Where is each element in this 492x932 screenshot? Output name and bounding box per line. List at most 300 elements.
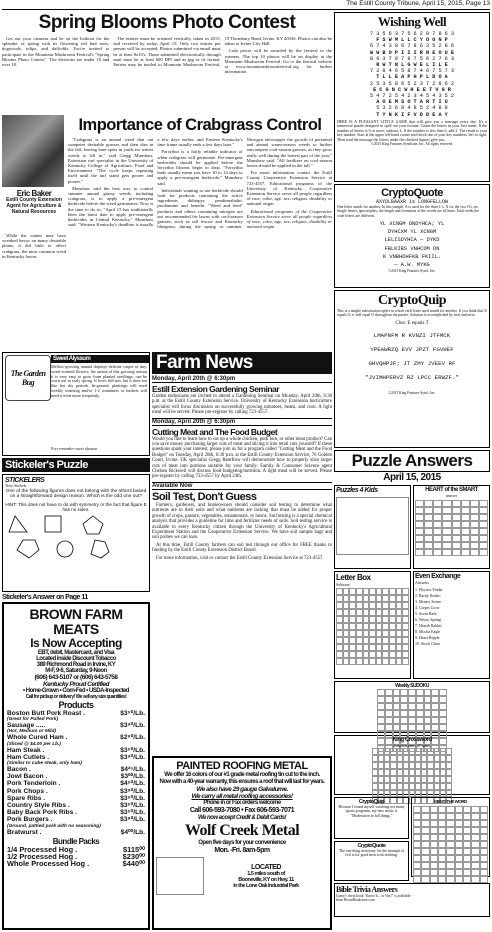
grid-cell <box>356 658 363 665</box>
grid-cell <box>356 651 363 658</box>
grid-cell <box>439 717 447 724</box>
grid-cell <box>343 616 350 623</box>
grid-cell <box>402 602 409 609</box>
grid-cell <box>402 658 409 665</box>
product-name: Boston Butt Pork Roast . <box>7 710 86 717</box>
grid-cell <box>363 588 370 595</box>
grid-cell <box>480 813 488 820</box>
product-name: Bratwurst . <box>7 828 42 836</box>
grid-cell <box>382 651 389 658</box>
crossword-grid <box>372 748 452 804</box>
grid-cell <box>463 869 471 876</box>
roofing-line2: Now with a 40-year warranty, this ensures a roof that will last for years. <box>159 779 325 785</box>
product-price: $4²⁵/Lb. <box>120 766 145 774</box>
grid-cell <box>369 630 376 637</box>
grid-cell <box>438 806 446 813</box>
grid-cell <box>461 535 470 542</box>
product-row <box>7 816 145 823</box>
event2-title: Cutting Meat and The Food Budget <box>152 426 278 437</box>
grid-cell <box>438 862 446 869</box>
grid-cell <box>349 630 356 637</box>
puzzles4kids-image <box>336 497 409 555</box>
roofing-location-3: in the Lone Oak Industrial Park <box>233 882 299 889</box>
grid-cell <box>424 521 433 528</box>
grid-cell <box>461 521 470 528</box>
product-price: $4⁰⁰/Lb. <box>120 828 145 836</box>
grid-cell <box>446 869 454 876</box>
roofing-title: PAINTED ROOFING METAL <box>176 760 308 772</box>
author-photo <box>2 115 64 187</box>
puzzles4kids-answer <box>334 485 411 569</box>
grid-cell <box>421 855 429 862</box>
wishing-well-row: 7 3 5 6 3 7 5 6 2 8 7 8 6 3 <box>369 31 455 37</box>
grid-cell <box>349 644 356 651</box>
event1-body: Garden enthusiasts are invited to attend a Gardening Seminar on Monday, April 20th, 6:30 p.m. at the Estill County Extension Service. University of Kentucky Extension horticulture specialist will focus discussion on successfully growing tomatoes, beans, and corn. A light meal will be served. Please pre-register by calling 723-4557. <box>152 394 332 416</box>
spring-blooms-body <box>2 36 332 112</box>
grid-cell <box>438 876 446 883</box>
grid-cell <box>376 609 383 616</box>
product-name: 1/2 Processed Hog . <box>7 852 78 862</box>
grid-cell <box>479 542 488 549</box>
spring-blooms-article <box>2 12 332 114</box>
grid-cell <box>442 521 451 528</box>
grid-cell <box>376 644 383 651</box>
grid-cell <box>431 731 439 738</box>
even-exchange-item: 2. Rarity Rodeo <box>415 593 441 598</box>
farm-news-section <box>152 352 332 752</box>
grid-cell <box>336 658 343 665</box>
grid-cell <box>363 609 370 616</box>
grid-cell <box>438 869 446 876</box>
grid-cell <box>438 841 446 848</box>
product-name: Spare Ribs . <box>7 794 46 802</box>
available-label: Available Now <box>152 482 332 490</box>
grid-cell <box>452 514 461 521</box>
event3-title: Soil Test, Don't Guess <box>152 490 257 503</box>
grid-cell <box>446 841 454 848</box>
example-answer: is LONGFELLOW <box>409 199 449 205</box>
stickler-title: Stickeler's Puzzle <box>2 458 150 472</box>
spring-para: Get out your cameras and be on the lookout for the splendor of spring with its flowering red bud trees, dogwoods, tulips, and daffodils. You're invited to participate in the Mountain Mushroom Festival's "Spring Blooms Photo Contest". The divisions are under 18 and over 18. <box>2 36 110 68</box>
grid-cell <box>461 528 470 535</box>
grid-cell <box>400 689 408 696</box>
grid-cell <box>455 813 463 820</box>
grid-cell <box>377 703 385 710</box>
grid-cell <box>471 876 479 883</box>
event3-body <box>152 503 332 561</box>
products-label: Products <box>58 700 94 710</box>
grid-cell <box>470 549 479 556</box>
crabgrass-para: Munshaw said the best way to control summer annual grassy weeds, including crabgrass, is to apply a pre-emergent herbicide before the weed germinates. Now is the time to do so. "April 15 has traditionally been the latest date to apply pre-emergent herbicides in Central Kentucky," Munshaw said. "Western Kentucky's deadline is usually a few days earlier, and Eastern Kentucky's time frame usually ends a few days later." <box>68 137 243 228</box>
grid-cell <box>413 813 421 820</box>
grid-cell <box>430 848 438 855</box>
heart-smart-answer-label: answer <box>445 493 458 498</box>
product-row <box>7 788 145 795</box>
figure-e <box>57 541 73 557</box>
grid-cell <box>446 876 454 883</box>
product-name: Jowl Bacon . <box>7 773 48 781</box>
grid-cell <box>430 827 438 834</box>
grid-cell <box>415 521 424 528</box>
grid-cell <box>376 588 383 595</box>
product-row <box>7 747 145 754</box>
product-row <box>7 780 145 787</box>
grid-cell <box>455 820 463 827</box>
grid-cell <box>343 630 350 637</box>
grid-cell <box>463 827 471 834</box>
grid-cell <box>439 703 447 710</box>
product-name: Pork Chops . <box>7 787 48 795</box>
grid-cell <box>442 514 451 521</box>
grid-cell <box>369 644 376 651</box>
grid-cell <box>369 588 376 595</box>
grid-cell <box>424 535 433 542</box>
grid-cell <box>356 609 363 616</box>
grid-cell <box>446 762 452 769</box>
grid-cell <box>415 507 424 514</box>
grid-cell <box>376 595 383 602</box>
roofing-location-1: 1.5 miles south of <box>247 870 285 877</box>
grid-cell <box>415 500 424 507</box>
grid-cell <box>382 658 389 665</box>
grid-cell <box>446 806 454 813</box>
product-price: $3⁹⁰/Lb. <box>120 787 145 795</box>
grid-cell <box>396 630 403 637</box>
grid-cell <box>349 623 356 630</box>
grid-cell <box>416 724 424 731</box>
product-price: $2⁹⁰/Lb. <box>120 734 145 742</box>
grid-cell <box>402 630 409 637</box>
grid-cell <box>471 834 479 841</box>
spring-para: Cash prizes will be awarded by the festival to the winners. The top 10 photos will be on display at the Mountain Mushroom Festival. Go to the festival website at www.mountmushroomfestival.org for further information. <box>224 48 332 75</box>
header-text: The Estill County Tribune, April 15, 2015, Page 13 <box>346 0 490 7</box>
grid-cell <box>363 602 370 609</box>
grid-cell <box>336 595 343 602</box>
grid-cell <box>377 731 385 738</box>
grid-cell <box>430 855 438 862</box>
product-row <box>7 860 145 867</box>
roofing-line4: We carry all metal roofing accessories! <box>191 793 293 800</box>
roofing-line1: We offer 16 colors of our #1 grade metal roofing tin cut to the inch. <box>164 772 320 778</box>
product-price: $230⁰⁰ <box>122 852 145 862</box>
product-row <box>7 734 145 741</box>
grid-cell <box>349 651 356 658</box>
grid-cell <box>471 806 479 813</box>
roofing-hours-label: Open five days for your convenience <box>198 840 286 846</box>
grid-cell <box>461 507 470 514</box>
grid-cell <box>446 776 452 783</box>
grid-cell <box>424 710 432 717</box>
grid-cell <box>424 500 433 507</box>
grid-cell <box>343 609 350 616</box>
grid-cell <box>455 848 463 855</box>
grid-cell <box>413 876 421 883</box>
grid-cell <box>424 696 432 703</box>
crabgrass-para: Forsythia is a fairly reliable indicator of when crabgrass will germinate. Pre-emergent herbicides should be applied before the forsythia blooms begin to drop. "Forsythia buds usually mean you have 10 to 14 days to apply a pre-emergent herbicide," Munshaw said. <box>157 149 243 186</box>
grid-cell <box>463 876 471 883</box>
grid-cell <box>424 507 433 514</box>
grid-cell <box>369 658 376 665</box>
grid-cell <box>455 876 463 883</box>
stickler-hint: HINT: This does not have to do with symmetry or the fact that figure E has no sides. <box>5 501 147 513</box>
grid-cell <box>470 528 479 535</box>
wishing-well-copyright: ©2015 King Features Syndicate, Inc. All rights reserved. <box>371 142 453 147</box>
grid-cell <box>446 748 452 755</box>
grid-cell <box>416 696 424 703</box>
bible-trivia-note: Casey's trivia book "Know It... or Not!" is available from BoomBookstore.com <box>336 894 411 903</box>
grid-cell <box>396 623 403 630</box>
grid-cell <box>382 623 389 630</box>
grid-cell <box>413 806 421 813</box>
grid-cell <box>400 717 408 724</box>
product-price: $440⁰⁰ <box>122 859 145 869</box>
grid-cell <box>389 644 396 651</box>
puzzles4kids-title: Puzzles 4 Kids <box>336 487 378 494</box>
even-exchange-answer <box>413 571 490 679</box>
letter-box-grid <box>336 588 409 665</box>
letter-box-title: Letter Box <box>336 573 371 582</box>
product-name: Sausage ..... <box>7 722 46 730</box>
garden-bug-logo-text: The Garden Bug <box>10 369 46 387</box>
roofing-hours: Mon. -Fri. 8am-5pm <box>214 847 270 854</box>
product-name: Ham Steak . <box>7 746 45 754</box>
product-row <box>7 829 145 836</box>
grid-cell <box>413 855 421 862</box>
grid-cell <box>431 696 439 703</box>
brown-farm-call: Call for pickup or delivery! We sell any size quantities! <box>25 694 127 700</box>
wishing-well-row: R W T N L G W E L I L E <box>376 62 448 69</box>
brown-farm-title: BROWN FARM MEATS <box>29 606 123 637</box>
cryptoquote-title: CryptoQuote <box>381 187 443 199</box>
even-exchange-title: Even Exchange <box>415 573 461 580</box>
grid-cell <box>433 521 442 528</box>
grid-cell <box>400 703 408 710</box>
grid-cell <box>382 602 389 609</box>
grid-cell <box>455 841 463 848</box>
grid-cell <box>463 820 471 827</box>
grid-cell <box>376 602 383 609</box>
grid-cell <box>470 542 479 549</box>
farm-news-title: Farm News <box>152 352 332 374</box>
grid-cell <box>382 637 389 644</box>
grid-cell <box>376 637 383 644</box>
stickler-answer-note: Stickeler's Answer on Page 11 <box>2 594 88 600</box>
grid-cell <box>343 658 350 665</box>
grid-cell <box>336 637 343 644</box>
spring-para: The entries must be oriented vertically, taken in 2015, and received by today, April 15. Only two entries per person will be accepted. Photos submitted via email must be at least 8x10's. Those submitted electronically through mail must be at least 600 DPI and as jpg or tif format. Entries may be mailed to Mountain Mushroom Festival, 19 Thornbury Bend, Irvine, KY 40336. Photos can also be taken to Irvine City Hall. <box>113 36 332 68</box>
wishing-well-puzzle <box>334 12 490 182</box>
grid-cell <box>461 549 470 556</box>
mens-word-grid <box>413 806 488 883</box>
grid-cell <box>389 651 396 658</box>
grid-cell <box>471 862 479 869</box>
grid-cell <box>376 651 383 658</box>
grid-cell <box>442 500 451 507</box>
grid-cell <box>452 528 461 535</box>
grid-cell <box>431 710 439 717</box>
grid-cell <box>442 528 451 535</box>
grid-cell <box>452 507 461 514</box>
product-name: Pork Burgers . <box>7 816 53 824</box>
cryptoquip-answer-title: CryptoQuip <box>358 799 385 805</box>
grid-cell <box>389 588 396 595</box>
grid-cell <box>421 834 429 841</box>
grid-cell <box>389 616 396 623</box>
grid-cell <box>480 820 488 827</box>
grid-cell <box>402 651 409 658</box>
cryptoquote-line: K VNBHDHFKB FKIIL. <box>382 253 442 260</box>
figure-f <box>91 540 109 558</box>
grid-cell <box>455 855 463 862</box>
grid-cell <box>416 703 424 710</box>
cryptoquip-title: CryptoQuip <box>377 293 447 308</box>
grid-cell <box>421 862 429 869</box>
grid-cell <box>413 827 421 834</box>
grid-cell <box>356 588 363 595</box>
cryptoquote-answer <box>334 841 409 881</box>
even-exchange-item: 5. Scent Rain <box>415 611 437 616</box>
grid-cell <box>416 710 424 717</box>
brown-farm-payment: EBT, debit, Mastercard, and Visa <box>37 650 115 656</box>
mens-word-title: MEN'S THE WORD <box>434 799 467 804</box>
roofing-line3: We also have 29 gauge Galvalume. <box>196 786 288 793</box>
grid-cell <box>480 862 488 869</box>
grid-cell <box>442 507 451 514</box>
letter-box-solution-label: Solution <box>336 582 350 587</box>
products-list <box>7 710 145 836</box>
grid-cell <box>393 703 401 710</box>
even-exchange-item: 4. Carpet Crow <box>415 605 440 610</box>
grid-cell <box>433 542 442 549</box>
crabgrass-article <box>2 115 332 349</box>
grid-cell <box>424 514 433 521</box>
cryptoquote-line: LELISDYHCA — DYKD <box>384 237 440 244</box>
grid-cell <box>421 806 429 813</box>
grid-cell <box>413 820 421 827</box>
wishing-well-instructions: HERE IS A PLEASANT LITTLE GAME that will give you a message every day. It's a numerical puzzle designed to spell out your fortune. Count the letters in your first name. If the number of letters is 6 or more, subtract 4. If the number is less than 6, add 3. The result is your key number. Start at the upper left-hand corner and check one of your key numbers, left to right. Then read the message the letters under the checked figures give you. <box>337 119 487 142</box>
even-exchange-item: 10. Stock Clam <box>415 641 440 646</box>
grid-cell <box>480 848 488 855</box>
grid-cell <box>480 827 488 834</box>
grid-cell <box>431 738 439 745</box>
product-name: Ham Cutlets . <box>7 753 50 761</box>
grid-cell <box>430 813 438 820</box>
grid-cell <box>439 696 447 703</box>
roofing-map <box>156 857 204 895</box>
grid-cell <box>415 528 424 535</box>
grid-cell <box>413 862 421 869</box>
product-price: $3⁵⁰/Lb. <box>120 794 145 802</box>
even-exchange-item: 7. Hearth Rabbit <box>415 623 442 628</box>
grid-cell <box>400 696 408 703</box>
grid-cell <box>421 876 429 883</box>
product-price: $4⁵⁰/Lb. <box>120 780 145 788</box>
grid-cell <box>415 549 424 556</box>
grid-cell <box>356 644 363 651</box>
grid-cell <box>343 588 350 595</box>
figure-a <box>9 516 27 532</box>
grid-cell <box>402 637 409 644</box>
grid-cell <box>402 616 409 623</box>
letter-box-answer <box>334 571 411 679</box>
grid-cell <box>376 658 383 665</box>
event2-body: Would you like to learn how to cut up a whole chicken, pork loin, or other meat product? Can you save money purchasing larger cuts of meat and slicing it into retail cuts yourself? If these questions spark your interest, please join us for a program called "Cutting Meat and the Food Budget" on Tuesday, April 28th, 6:30 p.m. at the Estill County Extension Service, 76 Golden Court, Irvine. UK specialist Gregg Rentfrow will demonstrate how to properly slice larger cuts of meat into portions suitable for your family. Family & Consumer Science agent Chelsea Rickwell will discuss food budgeting/nutrition. A light meal will be served. Please pre-register by calling 723-4557 by April 24th. <box>152 436 332 480</box>
grid-cell <box>396 651 403 658</box>
grid-cell <box>393 696 401 703</box>
grid-cell <box>349 588 356 595</box>
grid-cell <box>452 521 461 528</box>
cryptoquote-line: YL XCNGM ONDYHCA; YL <box>379 220 445 227</box>
cryptoquip-line: LMAPNFM R KVNZI JTFMCK <box>373 331 451 339</box>
even-exchange-item: 1. Physics Tinder <box>415 587 443 592</box>
grid-cell <box>402 623 409 630</box>
roofing-line6: We now accept Credit & Debit Cards! <box>197 815 287 821</box>
even-exchange-item: 9. Heart Ripple <box>415 635 440 640</box>
product-name: Baby Back Pork Ribs . <box>7 809 77 817</box>
cryptoquote-line: — A.W. MYKG <box>394 261 430 268</box>
grid-cell <box>446 790 452 797</box>
heart-smart-title: HEART of the SMART <box>425 487 478 493</box>
product-name: (Similar to cube steak, only ham) <box>7 761 82 767</box>
wishing-well-row: W W B O P I I I R N E O U E <box>369 49 455 56</box>
grid-cell <box>377 710 385 717</box>
grid-cell <box>463 841 471 848</box>
wishing-well-grid <box>337 31 487 118</box>
cryptoquip-instructions: This is a simple substitution cipher in which each letter used stands for another. If you think that X equals O, it will equal O throughout the puzzle. Solution is accomplished by trial and error. <box>337 309 487 318</box>
grid-cell <box>424 542 433 549</box>
grid-cell <box>446 827 454 834</box>
grid-cell <box>349 637 356 644</box>
grid-cell <box>433 507 442 514</box>
grid-cell <box>408 689 416 696</box>
grid-cell <box>430 820 438 827</box>
grid-cell <box>363 623 370 630</box>
event1-title: Estill Extension Gardening Seminar <box>152 384 280 394</box>
grid-cell <box>421 848 429 855</box>
garden-bug-credit: Ever remember sweet alyssum <box>51 447 97 451</box>
grid-cell <box>356 602 363 609</box>
wishing-well-title: Wishing Well <box>377 14 447 29</box>
crabgrass-para: For more information contact the Estill County Cooperative Extension Service at 723-4557. Educational programs of the University of Kentucky Cooperative Extension Service serve all people regardless of race, color, age, sex, religion, disability or national origin. <box>246 170 332 207</box>
grid-cell <box>349 595 356 602</box>
crabgrass-para: Individuals wanting to use herbicide should look for products containing the active ingredients dithiopyr, pendimethalin, prodiamine and benefin. "Weed and feed" products and others containing nitrogen are not recommended for lawns with cool-season grasses, such as tall fescue and Kentucky bluegrass, during the spring or summer. Nitrogen encourages the growth of perennial and annual warm-season weeds to further outcompete cool-season grasses, as they grow really well during the hottest part of the year," Munshaw said. "All fertilizer on cool-season lawns should be applied in the fall." <box>157 137 332 230</box>
grid-cell <box>438 848 446 855</box>
roofing-line5: Phone in or Fax orders welcome <box>203 800 281 806</box>
cryptoquote-answer-title: CryptoQuote <box>357 843 386 849</box>
cryptoquip-line: "JVIMHPERVZ RZ LPCC ERWZF." <box>365 373 459 381</box>
grid-cell <box>415 535 424 542</box>
grid-cell <box>470 535 479 542</box>
grid-cell <box>442 549 451 556</box>
product-price: $115⁰⁰ <box>123 844 145 854</box>
grid-cell <box>382 588 389 595</box>
grid-cell <box>408 710 416 717</box>
grid-cell <box>396 644 403 651</box>
grid-cell <box>385 703 393 710</box>
grid-cell <box>452 535 461 542</box>
example-code: AXYDLBAAXR <box>375 199 406 205</box>
grid-cell <box>408 724 416 731</box>
brown-farm-tagline: • Home-Grown • Corn-Fed • USDA-Inspected <box>23 688 129 694</box>
grid-cell <box>336 588 343 595</box>
grid-cell <box>438 827 446 834</box>
grid-cell <box>446 820 454 827</box>
grid-cell <box>433 535 442 542</box>
event3-para: Farmers, gardeners, and homeowners should consider soil testing to determine what nutrients are in their soils and what nutrients are lacking that must be added for proper growth of crops, pasture, vegetables, ornamentals, or lawns. Soil testing is a special chemical analysis that provides a guideline for lime and fertilizer needs of soils. Soil testing service is available to every Kentucky citizen through the University of Kentucky's Agricultural Experiment Station and the Cooperative Extension Service. We have soil sample bags and soil probes we can loan. <box>152 502 332 541</box>
grid-cell <box>396 595 403 602</box>
cryptoquip-copyright: ©2015 King Features Synd., Inc. <box>388 390 436 395</box>
grid-cell <box>377 738 385 745</box>
